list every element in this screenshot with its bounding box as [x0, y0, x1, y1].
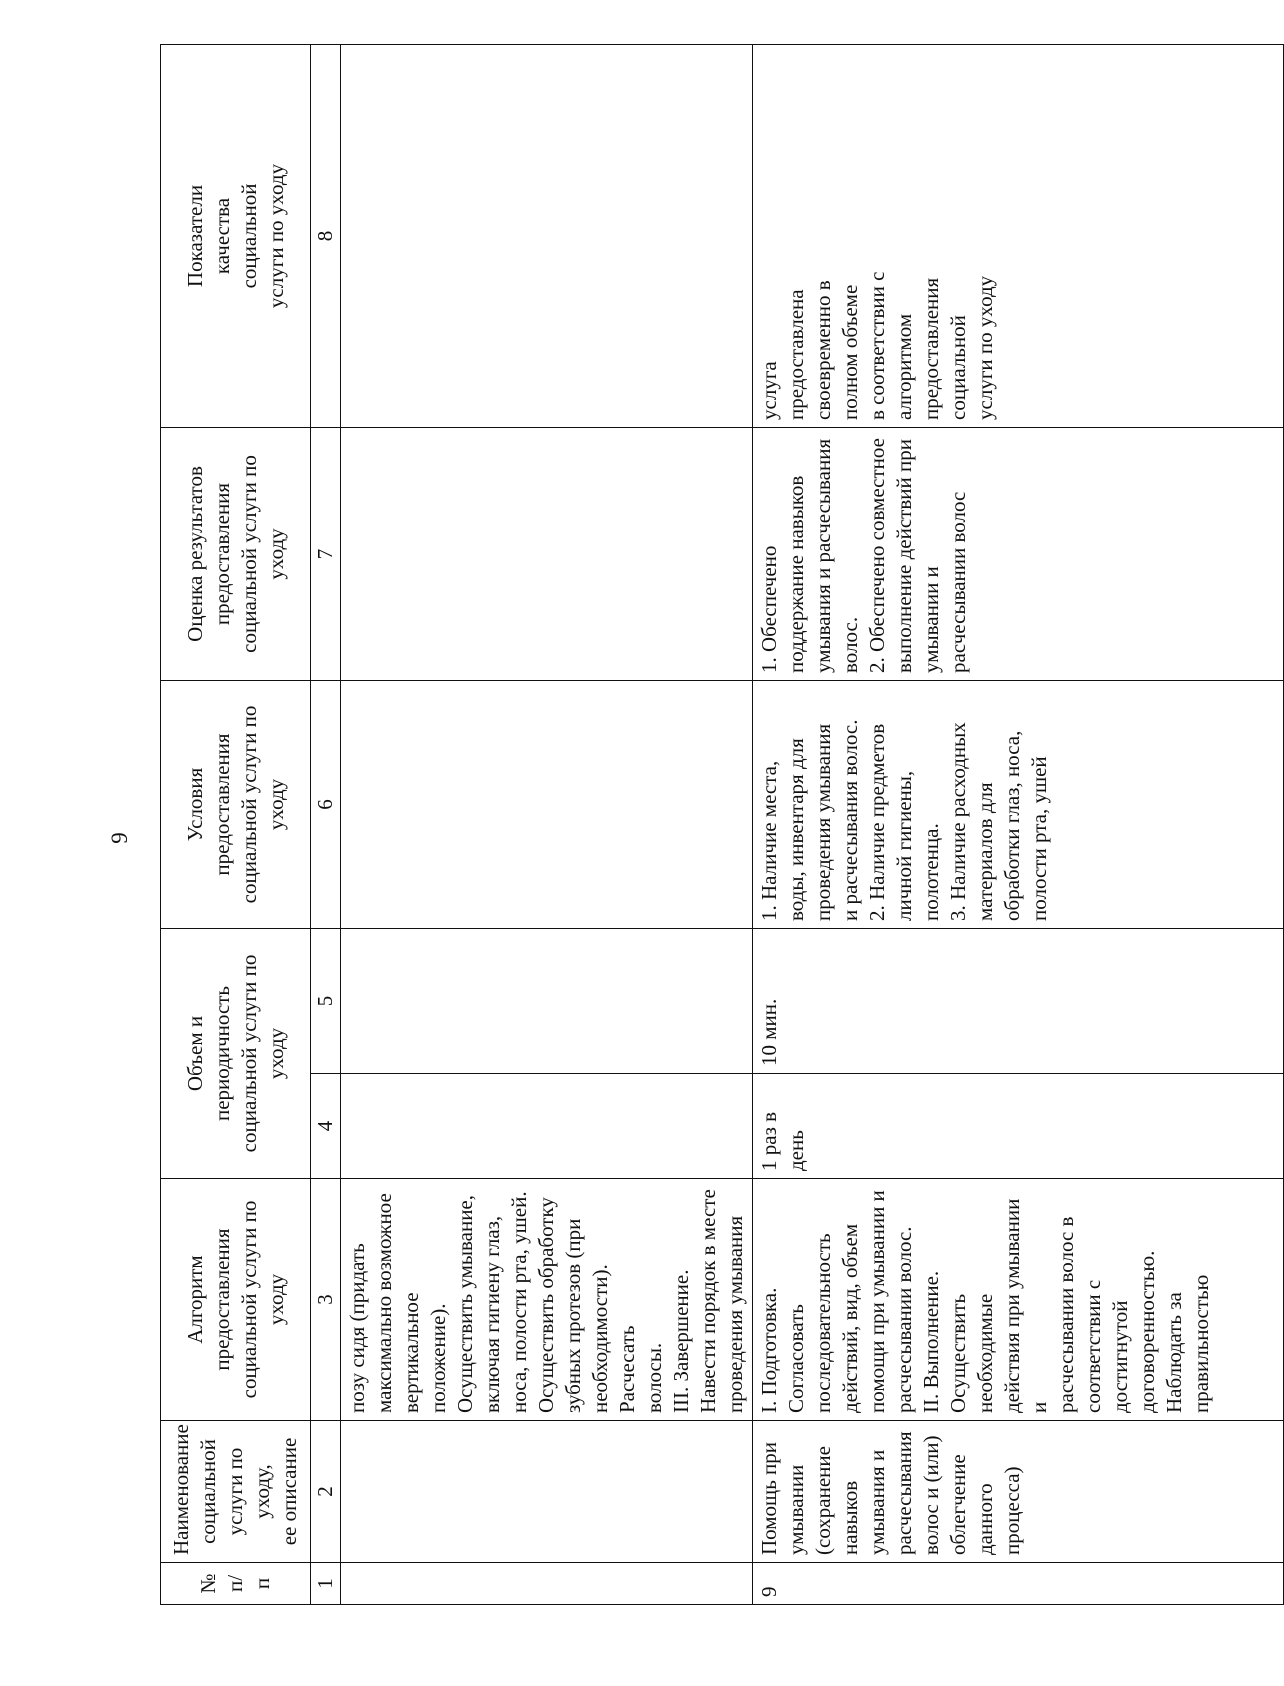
header-algorithm: Алгоритм предоставления социальной услуги по уходу [161, 1179, 311, 1421]
column-number: 1 [311, 1563, 341, 1605]
periodicity-cell: 10 мин. [753, 928, 1284, 1073]
column-number: 8 [311, 44, 341, 427]
volume-cell: 1 раз в день [753, 1074, 1284, 1179]
rotated-table-wrapper [160, 45, 1274, 1605]
header-evaluation: Оценка результатов предоставления социальной услуги по уходу [161, 427, 311, 680]
column-numbers-row [311, 44, 341, 1604]
table-header-row [161, 44, 311, 1604]
header-number: № п/п [161, 1563, 311, 1605]
algorithm-cell: I. Подготовка. Согласовать последовательность действий, вид, объем помощи при умывании и расчесывании волос. II. Выполнение. Осуществить необходимые действия при умывании и расчесывании волос в соответствии с достигнутой договоренностью. Наблюдать за правильностью [753, 1179, 1284, 1421]
table-row-9 [753, 44, 1284, 1604]
column-number: 5 [311, 928, 341, 1073]
evaluation-cell [341, 427, 753, 680]
header-service-name: Наименование социальной услуги по уходу, ее описание [161, 1421, 311, 1563]
column-number: 2 [311, 1421, 341, 1563]
service-name-cell [341, 1421, 753, 1563]
row-number-cell [341, 1563, 753, 1605]
header-volume-periodicity: Объем и периодичность социальной услуги по уходу [161, 928, 311, 1178]
header-conditions: Условия предоставления социальной услуги по уходу [161, 680, 311, 928]
periodicity-cell [341, 928, 753, 1073]
service-name-cell: Помощь при умывании (сохранение навыков умывания и расчесывания волос и (или) облегчение данного процесса) [753, 1421, 1284, 1563]
quality-cell: услуга предоставлена своевременно в полном объеме в соответствии с алгоритмом предоставления социальной услуги по уходу [753, 44, 1284, 427]
services-table [160, 44, 1284, 1605]
quality-cell [341, 44, 753, 427]
header-quality: Показатели качества социальной услуги по уходу [161, 44, 311, 427]
volume-cell [341, 1074, 753, 1179]
column-number: 4 [311, 1074, 341, 1179]
algorithm-cell: позу сидя (придать максимально возможное вертикальное положение). Осуществить умывание, включая гигиену глаз, носа, полости рта, ушей. Осуществить обработку зубных протезов (при необходимости). Расчесать волосы. III. Завершение. Навести порядок в месте проведения умывания [341, 1179, 753, 1421]
page-number: 9 [107, 832, 132, 844]
column-number: 3 [311, 1179, 341, 1421]
column-number: 6 [311, 680, 341, 928]
conditions-cell: 1. Наличие места, воды, инвентаря для проведения умывания и расчесывания волос. 2. Наличие предметов личной гигиены, полотенца. 3. Наличие расходных материалов для обработки глаз, носа, полости рта, ушей [753, 680, 1284, 928]
conditions-cell [341, 680, 753, 928]
column-number: 7 [311, 427, 341, 680]
evaluation-cell: 1. Обеспечено поддержание навыков умывания и расчесывания волос. 2. Обеспечено совместное выполнение действий при умывании и расчесывании волос [753, 427, 1284, 680]
row-number-cell: 9 [753, 1563, 1284, 1605]
table-row-continuation [341, 44, 753, 1604]
